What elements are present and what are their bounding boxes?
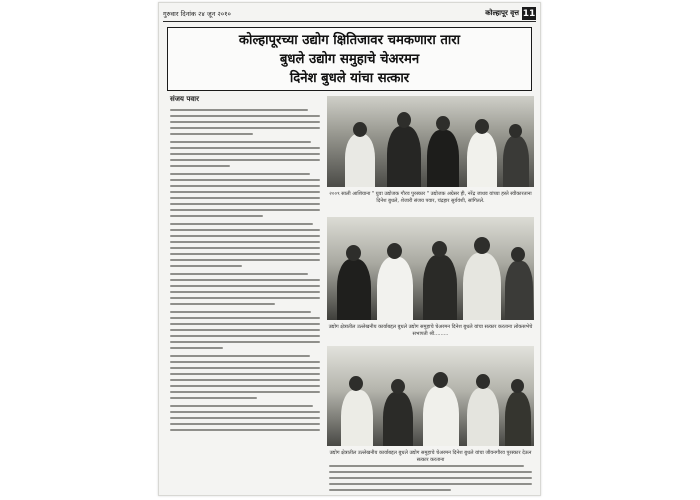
photo-caption-3: उद्योग क्षेत्रातील उल्लेखनीय कार्याबद्दल बुधले उद्योग समुहाचे चेअरमन दिनेश बुधले यांचा जीवनगौरव पुरस्कार देऊन सत्कार करताना <box>329 450 532 463</box>
byline: संजय पवार <box>170 95 199 103</box>
article-paragraph <box>170 273 320 305</box>
photo-caption-1: २००९ साली आशियाना " युवा उद्योजक गौरव पुरस्कार " उद्योजक अग्रेसर ही, नरेंद्र जाधव यांच्या हस्ते स्वीकारताना दिनेश बुधले, शेजारी संजय पवार, चंद्रहार सुर्यवंशी, सांगितले. <box>329 191 532 204</box>
page-number: 11 <box>522 8 536 19</box>
article-paragraph <box>170 223 320 267</box>
article-paragraph <box>170 141 320 167</box>
headline-line-3: दिनेश बुधले यांचा सत्कार <box>289 70 410 86</box>
section-badge <box>485 7 536 20</box>
photo-felicitation <box>327 217 534 320</box>
headline-line-1: कोल्हापूरच्या उद्योग क्षितिजावर चमकणारा तारा <box>238 32 461 48</box>
photo-award-ceremony <box>327 96 534 187</box>
article-paragraph <box>170 109 320 135</box>
photo-caption-2: उद्योग क्षेत्रातील उल्लेखनीय कार्याबद्दल बुधले उद्योग समुहाचे चेअरमन दिनेश बुधले यांचा सत्कार करताना लोकसभेचे सभापती श्री......... <box>328 324 533 337</box>
photo-lifetime-award <box>327 346 534 446</box>
article-paragraph <box>170 405 320 431</box>
article-continuation <box>329 465 532 495</box>
article-paragraph <box>170 311 320 349</box>
section-title: कोल्हापूर वृत्त <box>485 9 519 17</box>
article-body-column <box>170 109 320 491</box>
article-paragraph <box>170 173 320 217</box>
headline-box <box>167 27 532 91</box>
page-header <box>163 6 536 22</box>
publication-date: गुरुवार दिनांक २४ जून २०१० <box>163 10 231 18</box>
article-paragraph <box>170 355 320 399</box>
newspaper-page <box>158 2 541 496</box>
headline-line-2: बुधले उद्योग समुहाचे चेअरमन <box>279 51 420 67</box>
